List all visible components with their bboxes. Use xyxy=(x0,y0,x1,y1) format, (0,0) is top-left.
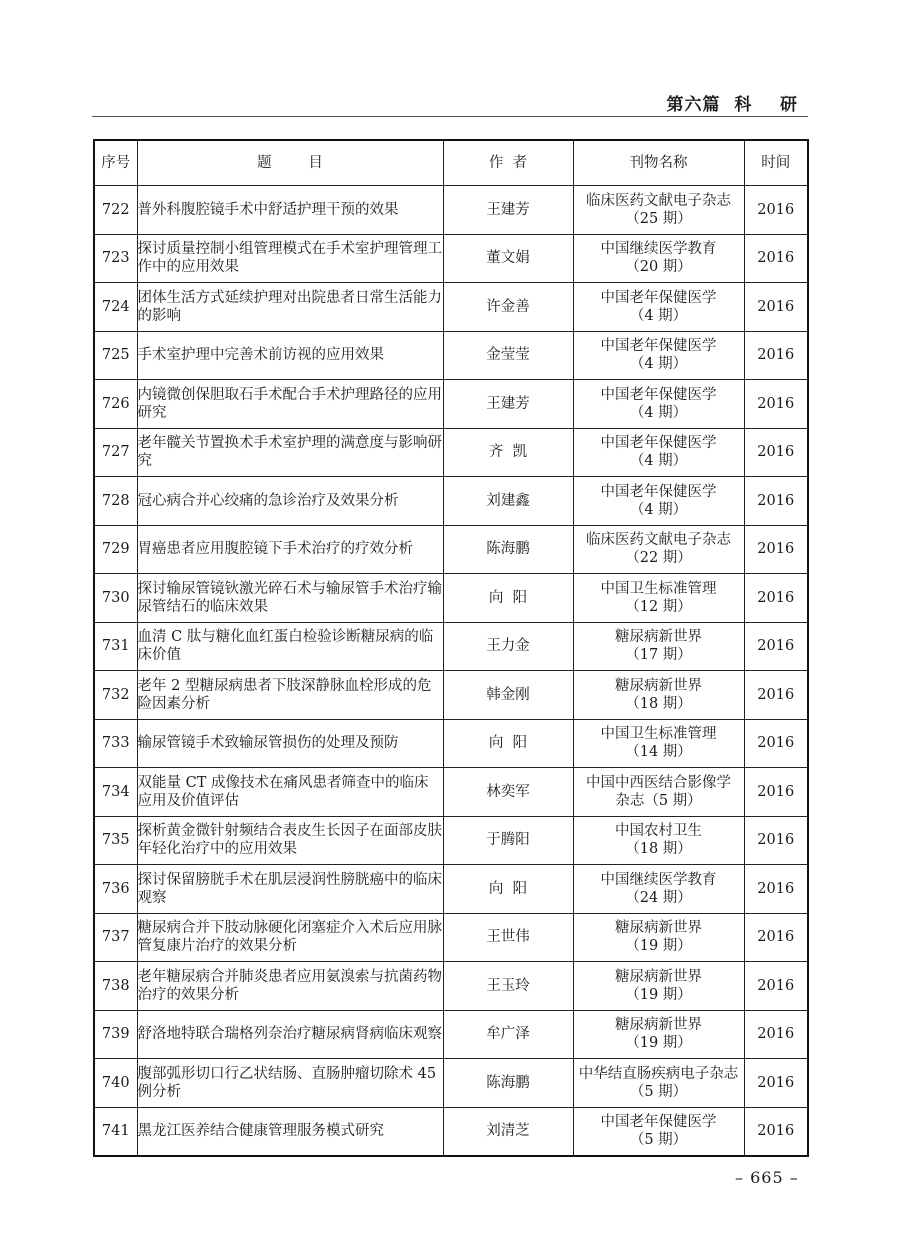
table-row xyxy=(94,622,808,671)
row-number: 723 xyxy=(94,234,137,283)
journal-issue: （12 期） xyxy=(625,598,692,615)
publication-year: 2016 xyxy=(744,1010,808,1059)
journal-cell xyxy=(573,1107,744,1156)
article-title: 双能量 CT 成像技术在痛风患者筛查中的临床应用及价值评估 xyxy=(137,768,443,817)
row-number: 729 xyxy=(94,525,137,574)
publication-year: 2016 xyxy=(744,1107,808,1156)
author-name: 许金善 xyxy=(443,283,573,332)
table-row xyxy=(94,816,808,865)
row-number: 736 xyxy=(94,865,137,914)
journal-name: 中国老年保健医学 xyxy=(600,435,717,452)
author-name: 王玉玲 xyxy=(443,962,573,1011)
article-title: 输尿管镜手术致输尿管损伤的处理及预防 xyxy=(137,719,443,768)
table-row xyxy=(94,1107,808,1156)
table-row xyxy=(94,331,808,380)
journal-cell xyxy=(573,962,744,1011)
journal-cell xyxy=(573,671,744,720)
journal-name: 糖尿病新世界 xyxy=(615,920,702,937)
row-number: 726 xyxy=(94,380,137,429)
author-name: 韩金刚 xyxy=(443,671,573,720)
journal-name: 临床医药文献电子杂志 xyxy=(586,532,731,549)
publication-year: 2016 xyxy=(744,234,808,283)
row-number: 733 xyxy=(94,719,137,768)
journal-cell xyxy=(573,1059,744,1108)
row-number: 735 xyxy=(94,816,137,865)
row-number: 727 xyxy=(94,428,137,477)
table-row xyxy=(94,283,808,332)
author-name: 刘清芝 xyxy=(443,1107,573,1156)
journal-cell xyxy=(573,574,744,623)
journal-issue: （19 期） xyxy=(625,938,692,955)
journal-cell xyxy=(573,768,744,817)
row-number: 731 xyxy=(94,622,137,671)
article-title: 血清 C 肽与糖化血红蛋白检验诊断糖尿病的临床价值 xyxy=(137,622,443,671)
table-row xyxy=(94,865,808,914)
article-title: 冠心病合并心绞痛的急诊治疗及效果分析 xyxy=(137,477,443,526)
author-name: 牟广泽 xyxy=(443,1010,573,1059)
journal-issue: （19 期） xyxy=(625,986,692,1003)
row-number: 730 xyxy=(94,574,137,623)
article-title: 内镜微创保胆取石手术配合手术护理路径的应用研究 xyxy=(137,380,443,429)
journal-name: 中国老年保健医学 xyxy=(600,1114,717,1130)
publication-year: 2016 xyxy=(744,962,808,1011)
column-header-number: 序号 xyxy=(94,140,137,186)
table-row xyxy=(94,962,808,1011)
journal-name: 中国老年保健医学 xyxy=(600,386,717,403)
journal-name: 中国继续医学教育 xyxy=(600,871,717,888)
article-title: 舒洛地特联合瑞格列奈治疗糖尿病肾病临床观察 xyxy=(137,1010,443,1059)
article-title: 老年髋关节置换术手术室护理的满意度与影响研究 xyxy=(137,428,443,477)
article-title: 探讨输尿管镜钬激光碎石术与输尿管手术治疗输尿管结石的临床效果 xyxy=(137,574,443,623)
table-row xyxy=(94,525,808,574)
article-title: 老年糖尿病合并肺炎患者应用氨溴索与抗菌药物治疗的效果分析 xyxy=(137,962,443,1011)
publication-year: 2016 xyxy=(744,816,808,865)
column-header-title: 题 目 xyxy=(137,140,443,186)
running-header xyxy=(92,90,808,117)
author-name: 向 阳 xyxy=(443,865,573,914)
publication-year: 2016 xyxy=(744,574,808,623)
publication-year: 2016 xyxy=(744,428,808,477)
table-row xyxy=(94,913,808,962)
publication-year: 2016 xyxy=(744,913,808,962)
publication-table xyxy=(93,139,809,1157)
author-name: 刘建鑫 xyxy=(443,477,573,526)
row-number: 722 xyxy=(94,186,137,235)
row-number: 739 xyxy=(94,1010,137,1059)
table-row xyxy=(94,186,808,235)
journal-name: 中国继续医学教育 xyxy=(600,241,717,258)
row-number: 741 xyxy=(94,1107,137,1156)
publication-year: 2016 xyxy=(744,671,808,720)
article-title: 探讨质量控制小组管理模式在手术室护理管理工作中的应用效果 xyxy=(137,234,443,283)
author-name: 向 阳 xyxy=(443,719,573,768)
table-row xyxy=(94,380,808,429)
publication-year: 2016 xyxy=(744,525,808,574)
journal-cell xyxy=(573,428,744,477)
journal-name: 中国老年保健医学 xyxy=(600,483,717,500)
column-header-journal: 刊物名称 xyxy=(573,140,744,186)
author-name: 陈海鹏 xyxy=(443,1059,573,1108)
journal-issue: （19 期） xyxy=(625,1035,692,1052)
table-row xyxy=(94,574,808,623)
publication-year: 2016 xyxy=(744,865,808,914)
table-row xyxy=(94,671,808,720)
journal-cell xyxy=(573,622,744,671)
journal-name: 中国卫生标准管理 xyxy=(600,580,717,597)
author-name: 陈海鹏 xyxy=(443,525,573,574)
row-number: 725 xyxy=(94,331,137,380)
author-name: 于腾阳 xyxy=(443,816,573,865)
journal-name: 中国中西医结合影像学 xyxy=(586,774,731,791)
journal-issue: （20 期） xyxy=(625,259,692,276)
author-name: 王建芳 xyxy=(443,186,573,235)
publication-year: 2016 xyxy=(744,719,808,768)
journal-name: 糖尿病新世界 xyxy=(615,629,702,646)
row-number: 737 xyxy=(94,913,137,962)
publication-year: 2016 xyxy=(744,1059,808,1108)
section-title: 第六篇 科 研 xyxy=(666,95,798,115)
journal-cell xyxy=(573,331,744,380)
article-title: 胃癌患者应用腹腔镜下手术治疗的疗效分析 xyxy=(137,525,443,574)
author-name: 王世伟 xyxy=(443,913,573,962)
page-number: – 665 – xyxy=(735,1168,799,1187)
row-number: 724 xyxy=(94,283,137,332)
journal-cell xyxy=(573,913,744,962)
journal-name: 中华结直肠疾病电子杂志 xyxy=(578,1065,739,1082)
article-title: 探析黄金微针射频结合表皮生长因子在面部皮肤年轻化治疗中的应用效果 xyxy=(137,816,443,865)
journal-issue: （18 期） xyxy=(625,841,692,858)
journal-name: 糖尿病新世界 xyxy=(615,968,702,985)
journal-issue: （4 期） xyxy=(629,404,688,421)
journal-cell xyxy=(573,477,744,526)
row-number: 740 xyxy=(94,1059,137,1108)
publication-year: 2016 xyxy=(744,622,808,671)
journal-cell xyxy=(573,283,744,332)
table-row xyxy=(94,477,808,526)
table-header-row xyxy=(94,140,808,186)
article-title: 黑龙江医养结合健康管理服务模式研究 xyxy=(137,1107,443,1156)
journal-issue: （5 期） xyxy=(629,1083,688,1100)
journal-name: 中国老年保健医学 xyxy=(600,338,717,355)
article-title: 探讨保留膀胱手术在肌层浸润性膀胱癌中的临床观察 xyxy=(137,865,443,914)
article-title: 腹部弧形切口行乙状结肠、直肠肿瘤切除术 45 例分析 xyxy=(137,1059,443,1108)
journal-cell xyxy=(573,719,744,768)
table-row xyxy=(94,1010,808,1059)
row-number: 732 xyxy=(94,671,137,720)
row-number: 728 xyxy=(94,477,137,526)
article-title: 普外科腹腔镜手术中舒适护理干预的效果 xyxy=(137,186,443,235)
journal-name: 临床医药文献电子杂志 xyxy=(586,192,731,209)
journal-cell xyxy=(573,234,744,283)
journal-issue: （4 期） xyxy=(629,356,688,373)
table-row xyxy=(94,1059,808,1108)
journal-issue: （17 期） xyxy=(625,647,692,664)
table-body xyxy=(94,186,808,1156)
journal-issue: （25 期） xyxy=(625,210,692,227)
publication-year: 2016 xyxy=(744,477,808,526)
publication-year: 2016 xyxy=(744,331,808,380)
journal-cell xyxy=(573,525,744,574)
journal-name: 中国卫生标准管理 xyxy=(600,726,717,743)
journal-cell xyxy=(573,816,744,865)
row-number: 734 xyxy=(94,768,137,817)
column-header-author: 作 者 xyxy=(443,140,573,186)
journal-issue: （5 期） xyxy=(629,1132,688,1148)
journal-issue: （4 期） xyxy=(629,307,688,324)
publication-year: 2016 xyxy=(744,380,808,429)
author-name: 金莹莹 xyxy=(443,331,573,380)
article-title: 团体生活方式延续护理对出院患者日常生活能力的影响 xyxy=(137,283,443,332)
journal-issue: （14 期） xyxy=(625,744,692,761)
table-row xyxy=(94,428,808,477)
author-name: 董文娟 xyxy=(443,234,573,283)
journal-name: 中国老年保健医学 xyxy=(600,289,717,306)
article-title: 老年 2 型糖尿病患者下肢深静脉血栓形成的危险因素分析 xyxy=(137,671,443,720)
author-name: 齐 凯 xyxy=(443,428,573,477)
journal-issue: 杂志（5 期） xyxy=(615,792,702,809)
journal-issue: （4 期） xyxy=(629,501,688,518)
table-row xyxy=(94,234,808,283)
row-number: 738 xyxy=(94,962,137,1011)
publication-year: 2016 xyxy=(744,768,808,817)
article-title: 糖尿病合并下肢动脉硬化闭塞症介入术后应用脉管复康片治疗的效果分析 xyxy=(137,913,443,962)
journal-name: 中国农村卫生 xyxy=(615,823,702,840)
author-name: 王建芳 xyxy=(443,380,573,429)
journal-name: 糖尿病新世界 xyxy=(615,677,702,694)
journal-name: 糖尿病新世界 xyxy=(615,1017,702,1034)
journal-cell xyxy=(573,186,744,235)
journal-cell xyxy=(573,865,744,914)
journal-cell xyxy=(573,1010,744,1059)
publication-year: 2016 xyxy=(744,283,808,332)
journal-cell xyxy=(573,380,744,429)
journal-issue: （22 期） xyxy=(625,550,692,567)
table-row xyxy=(94,768,808,817)
article-title: 手术室护理中完善术前访视的应用效果 xyxy=(137,331,443,380)
column-header-year: 时间 xyxy=(744,140,808,186)
journal-issue: （24 期） xyxy=(625,889,692,906)
author-name: 向 阳 xyxy=(443,574,573,623)
author-name: 林奕军 xyxy=(443,768,573,817)
publication-year: 2016 xyxy=(744,186,808,235)
journal-issue: （4 期） xyxy=(629,453,688,470)
journal-issue: （18 期） xyxy=(625,695,692,712)
table-row xyxy=(94,719,808,768)
author-name: 王力金 xyxy=(443,622,573,671)
